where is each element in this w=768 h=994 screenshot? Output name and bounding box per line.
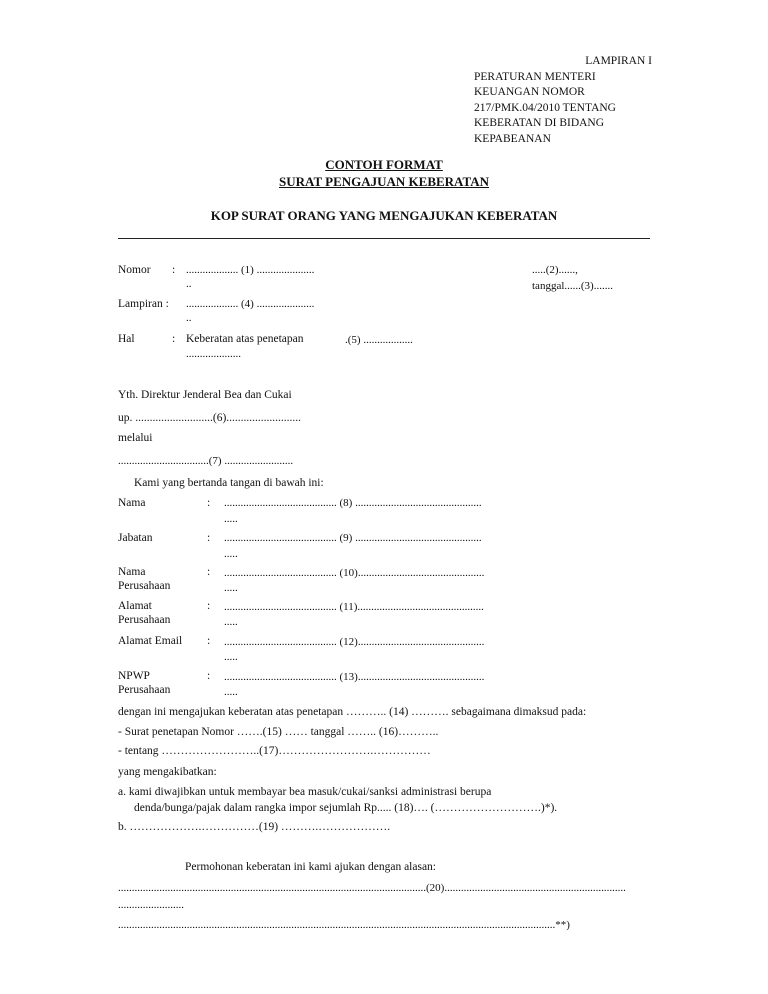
- body-line: yang mengakibatkan:: [118, 766, 217, 778]
- field-value-cont: .....: [224, 686, 238, 698]
- nomor-colon: :: [172, 264, 176, 276]
- regulation-line: PERATURAN MENTERI: [474, 70, 596, 83]
- field-label: NPWP: [118, 670, 150, 682]
- reason-line: ...............................................................................................................................................................**): [118, 919, 570, 931]
- field-label: Alamat: [118, 600, 152, 612]
- field-value: ......................................... (13)..............................................: [224, 671, 485, 683]
- field-value-cont: .....: [224, 548, 238, 560]
- recipient: Yth. Direktur Jenderal Bea dan Cukai: [118, 389, 292, 401]
- field-label: Alamat Email: [118, 635, 183, 647]
- regulation-line: 217/PMK.04/2010 TENTANG: [474, 101, 616, 114]
- field-value-cont: .....: [224, 513, 238, 525]
- melalui-label: melalui: [118, 432, 153, 444]
- field-label: Nama: [118, 566, 146, 578]
- recipient-up: up. ...........................(6)..........................: [118, 412, 302, 424]
- document-title-line2: SURAT PENGAJUAN KEBERATAN: [279, 174, 489, 189]
- regulation-line: KEBERATAN DI BIDANG: [474, 117, 605, 129]
- reason-intro: Permohonan keberatan ini kami ajukan dengan alasan:: [185, 861, 436, 873]
- reason-line: ................................................................................................................(20)..................................................................: [118, 882, 626, 894]
- field-colon: :: [207, 532, 211, 544]
- body-line: - Surat penetapan Nomor …….(15) …… tanggal …….. (16)………..: [118, 726, 439, 738]
- field-colon: :: [207, 497, 211, 509]
- nomor-value-cont: ..: [186, 278, 192, 290]
- letterhead-divider: [118, 238, 650, 239]
- field-label-line2: Perusahaan: [118, 580, 171, 592]
- field-label-line2: Perusahaan: [118, 614, 171, 626]
- date: tanggal......(3).......: [532, 280, 613, 292]
- field-value: ......................................... (9) ..............................................: [224, 532, 482, 544]
- field-colon: :: [207, 600, 211, 612]
- field-colon: :: [207, 566, 211, 578]
- lampiran-label: LAMPIRAN I: [585, 55, 652, 67]
- lampiran-field-cont: ..: [186, 312, 192, 324]
- field-colon: :: [207, 635, 211, 647]
- field-colon: :: [207, 670, 211, 682]
- hal-number: .(5) ..................: [345, 334, 413, 346]
- field-value: ......................................... (8) ..............................................: [224, 497, 482, 509]
- item-a: a. kami diwajibkan untuk membayar bea masuk/cukai/sanksi administrasi berupa: [118, 786, 492, 798]
- field-label-line2: Perusahaan: [118, 684, 171, 696]
- lampiran-field-value: ................... (4) .....................: [186, 298, 315, 310]
- lampiran-field-label: Lampiran :: [118, 298, 169, 310]
- field-value: ......................................... (12)..............................................: [224, 636, 485, 648]
- body-line: - tentang ……………………..(17)…………………….……………: [118, 745, 431, 757]
- regulation-line: KEUANGAN NOMOR: [474, 86, 585, 98]
- hal-label: Hal: [118, 333, 135, 345]
- field-value-cont: .....: [224, 651, 238, 663]
- field-value-cont: .....: [224, 582, 238, 594]
- field-label: Nama: [118, 497, 146, 509]
- place: .....(2)......,: [532, 264, 578, 276]
- regulation-reference: [474, 54, 664, 147]
- item-b: b. ……………….……………(19) ……….……………….: [118, 821, 391, 833]
- field-value-cont: .....: [224, 616, 238, 628]
- hal-colon: :: [172, 333, 176, 345]
- intro-text: Kami yang bertanda tangan di bawah ini:: [134, 477, 324, 489]
- melalui-value: .................................(7) .........................: [118, 455, 294, 467]
- nomor-value: ................... (1) .....................: [186, 264, 315, 276]
- hal-cont: ....................: [186, 348, 241, 360]
- reason-line: ........................: [118, 899, 184, 911]
- field-value: ......................................... (11)..............................................: [224, 601, 484, 613]
- field-value: ......................................... (10)..............................................: [224, 567, 485, 579]
- nomor-label: Nomor: [118, 264, 151, 276]
- hal-value: Keberatan atas penetapan: [186, 333, 304, 345]
- body-line: dengan ini mengajukan keberatan atas penetapan ……….. (14) ………. sebagaimana dimaksud pada:: [118, 706, 587, 718]
- letterhead-heading: KOP SURAT ORANG YANG MENGAJUKAN KEBERATAN: [210, 208, 558, 223]
- document-title-line1: CONTOH FORMAT: [325, 157, 443, 172]
- field-label: Jabatan: [118, 532, 153, 544]
- regulation-line: KEPABEANAN: [474, 132, 551, 145]
- item-a-cont: denda/bunga/pajak dalam rangka impor sejumlah Rp..... (18)…. (……………………….)*).: [134, 802, 558, 814]
